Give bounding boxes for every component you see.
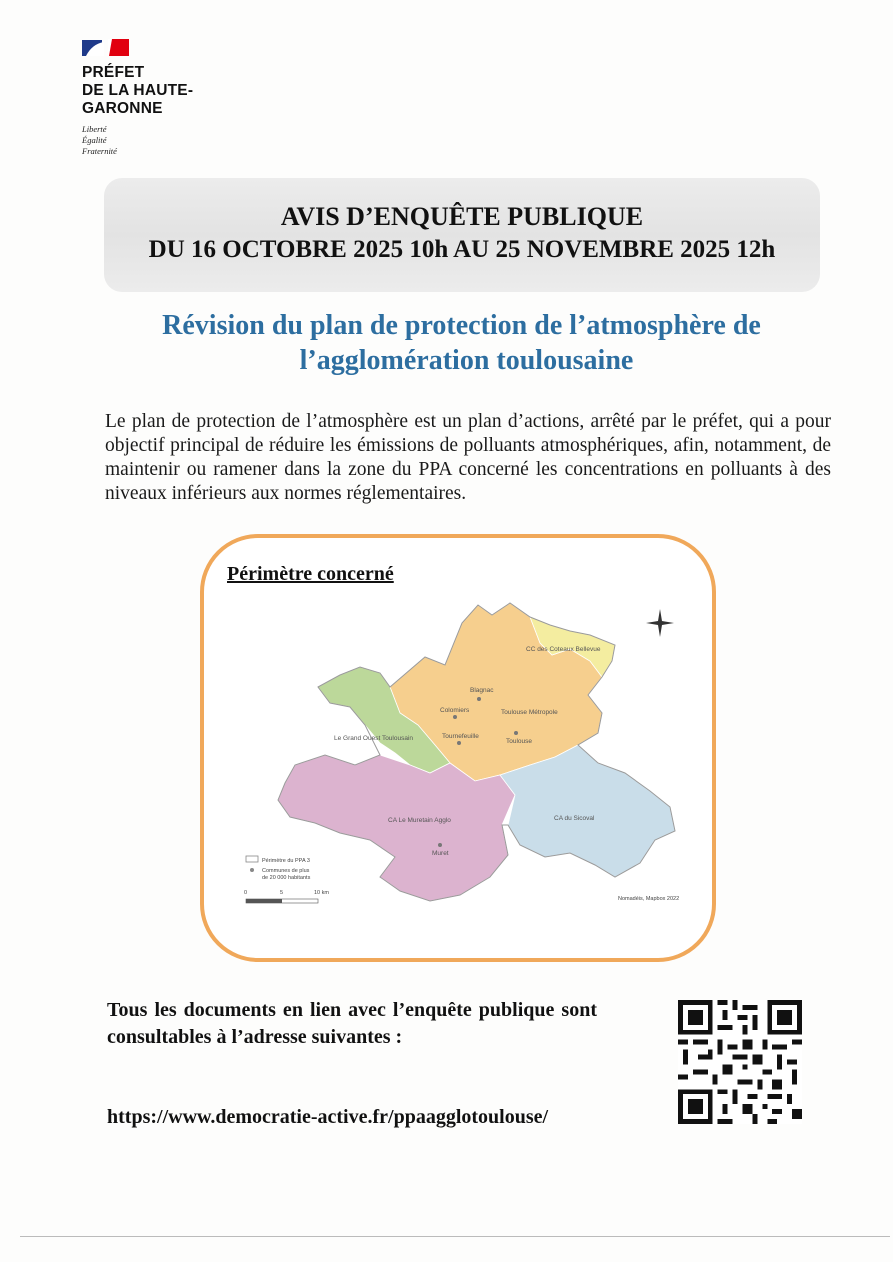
legend-communes-2: de 20 000 habitants	[262, 875, 311, 881]
qr-code[interactable]	[678, 1000, 802, 1124]
logo-line-3: GARONNE	[82, 100, 163, 117]
legend-perimeter: Périmètre du PPA 3	[262, 858, 310, 864]
legend-commune-dot	[250, 868, 254, 872]
legend-perimeter-swatch	[246, 856, 258, 862]
label-metropole: Toulouse Métropole	[501, 709, 558, 716]
consultation-url[interactable]: https://www.democratie-active.fr/ppaagglotoulouse/	[107, 1106, 549, 1128]
prefecture-logo	[82, 38, 242, 163]
motto-fraternite: Fraternité	[82, 146, 117, 156]
banner-dates: DU 16 OCTOBRE 2025 10h AU 25 NOVEMBRE 2025 12h	[148, 236, 776, 263]
bottom-rule	[20, 1236, 890, 1237]
town-dot	[457, 741, 461, 745]
label-sicoval: CA du Sicoval	[554, 815, 595, 822]
marianne-flag-icon	[82, 38, 130, 58]
scale-10: 10 km	[314, 890, 329, 896]
label-blagnac: Blagnac	[470, 687, 494, 694]
town-dot	[477, 697, 481, 701]
perimeter-map	[230, 595, 690, 915]
logo-line-1: PRÉFET	[82, 64, 145, 81]
label-muretain: CA Le Muretain Agglo	[388, 817, 451, 824]
motto-liberte: Liberté	[82, 124, 107, 134]
map-heading: Périmètre concerné	[227, 563, 394, 585]
label-grand-ouest: Le Grand Ouest Toulousain	[334, 735, 414, 742]
label-colomiers: Colomiers	[440, 707, 470, 714]
motto-egalite: Égalité	[82, 135, 107, 145]
town-dot	[514, 731, 518, 735]
legend-communes-1: Communes de plus	[262, 868, 310, 874]
banner-title: AVIS D’ENQUÊTE PUBLIQUE	[280, 202, 644, 231]
compass-icon	[646, 609, 674, 637]
page-title-line-1: Révision du plan de protection de l’atmosphère de	[162, 310, 761, 341]
scale-bar-fill	[246, 899, 282, 903]
notice-banner	[104, 178, 820, 292]
label-coteaux: CC des Coteaux Bellevue	[526, 646, 601, 653]
town-dot	[438, 843, 442, 847]
label-muret: Muret	[432, 850, 449, 857]
scale-5: 5	[280, 890, 284, 896]
label-tournefeuille: Tournefeuille	[442, 733, 479, 740]
town-dot	[453, 715, 457, 719]
scale-0: 0	[244, 890, 248, 896]
documents-notice: Tous les documents en lien avec l’enquête publique sont consultables à l’adresse suivantes :	[107, 999, 597, 1048]
map-credit: Nomadéis, Mapbox 2022	[618, 896, 680, 902]
intro-paragraph: Le plan de protection de l’atmosphère est un plan d’actions, arrêté par le préfet, qui a pour objectif principal de réduire les émissions de polluants atmosphériques, afin, notamment, de maintenir ou ramener dans la zone du PPA concerné les concentrations en polluants à des niveaux inférieurs aux normes réglementaires.	[105, 411, 831, 504]
page-title-line-2: l’agglomération toulousaine	[299, 345, 634, 376]
label-toulouse: Toulouse	[506, 738, 533, 745]
logo-line-2: DE LA HAUTE-	[82, 82, 194, 99]
